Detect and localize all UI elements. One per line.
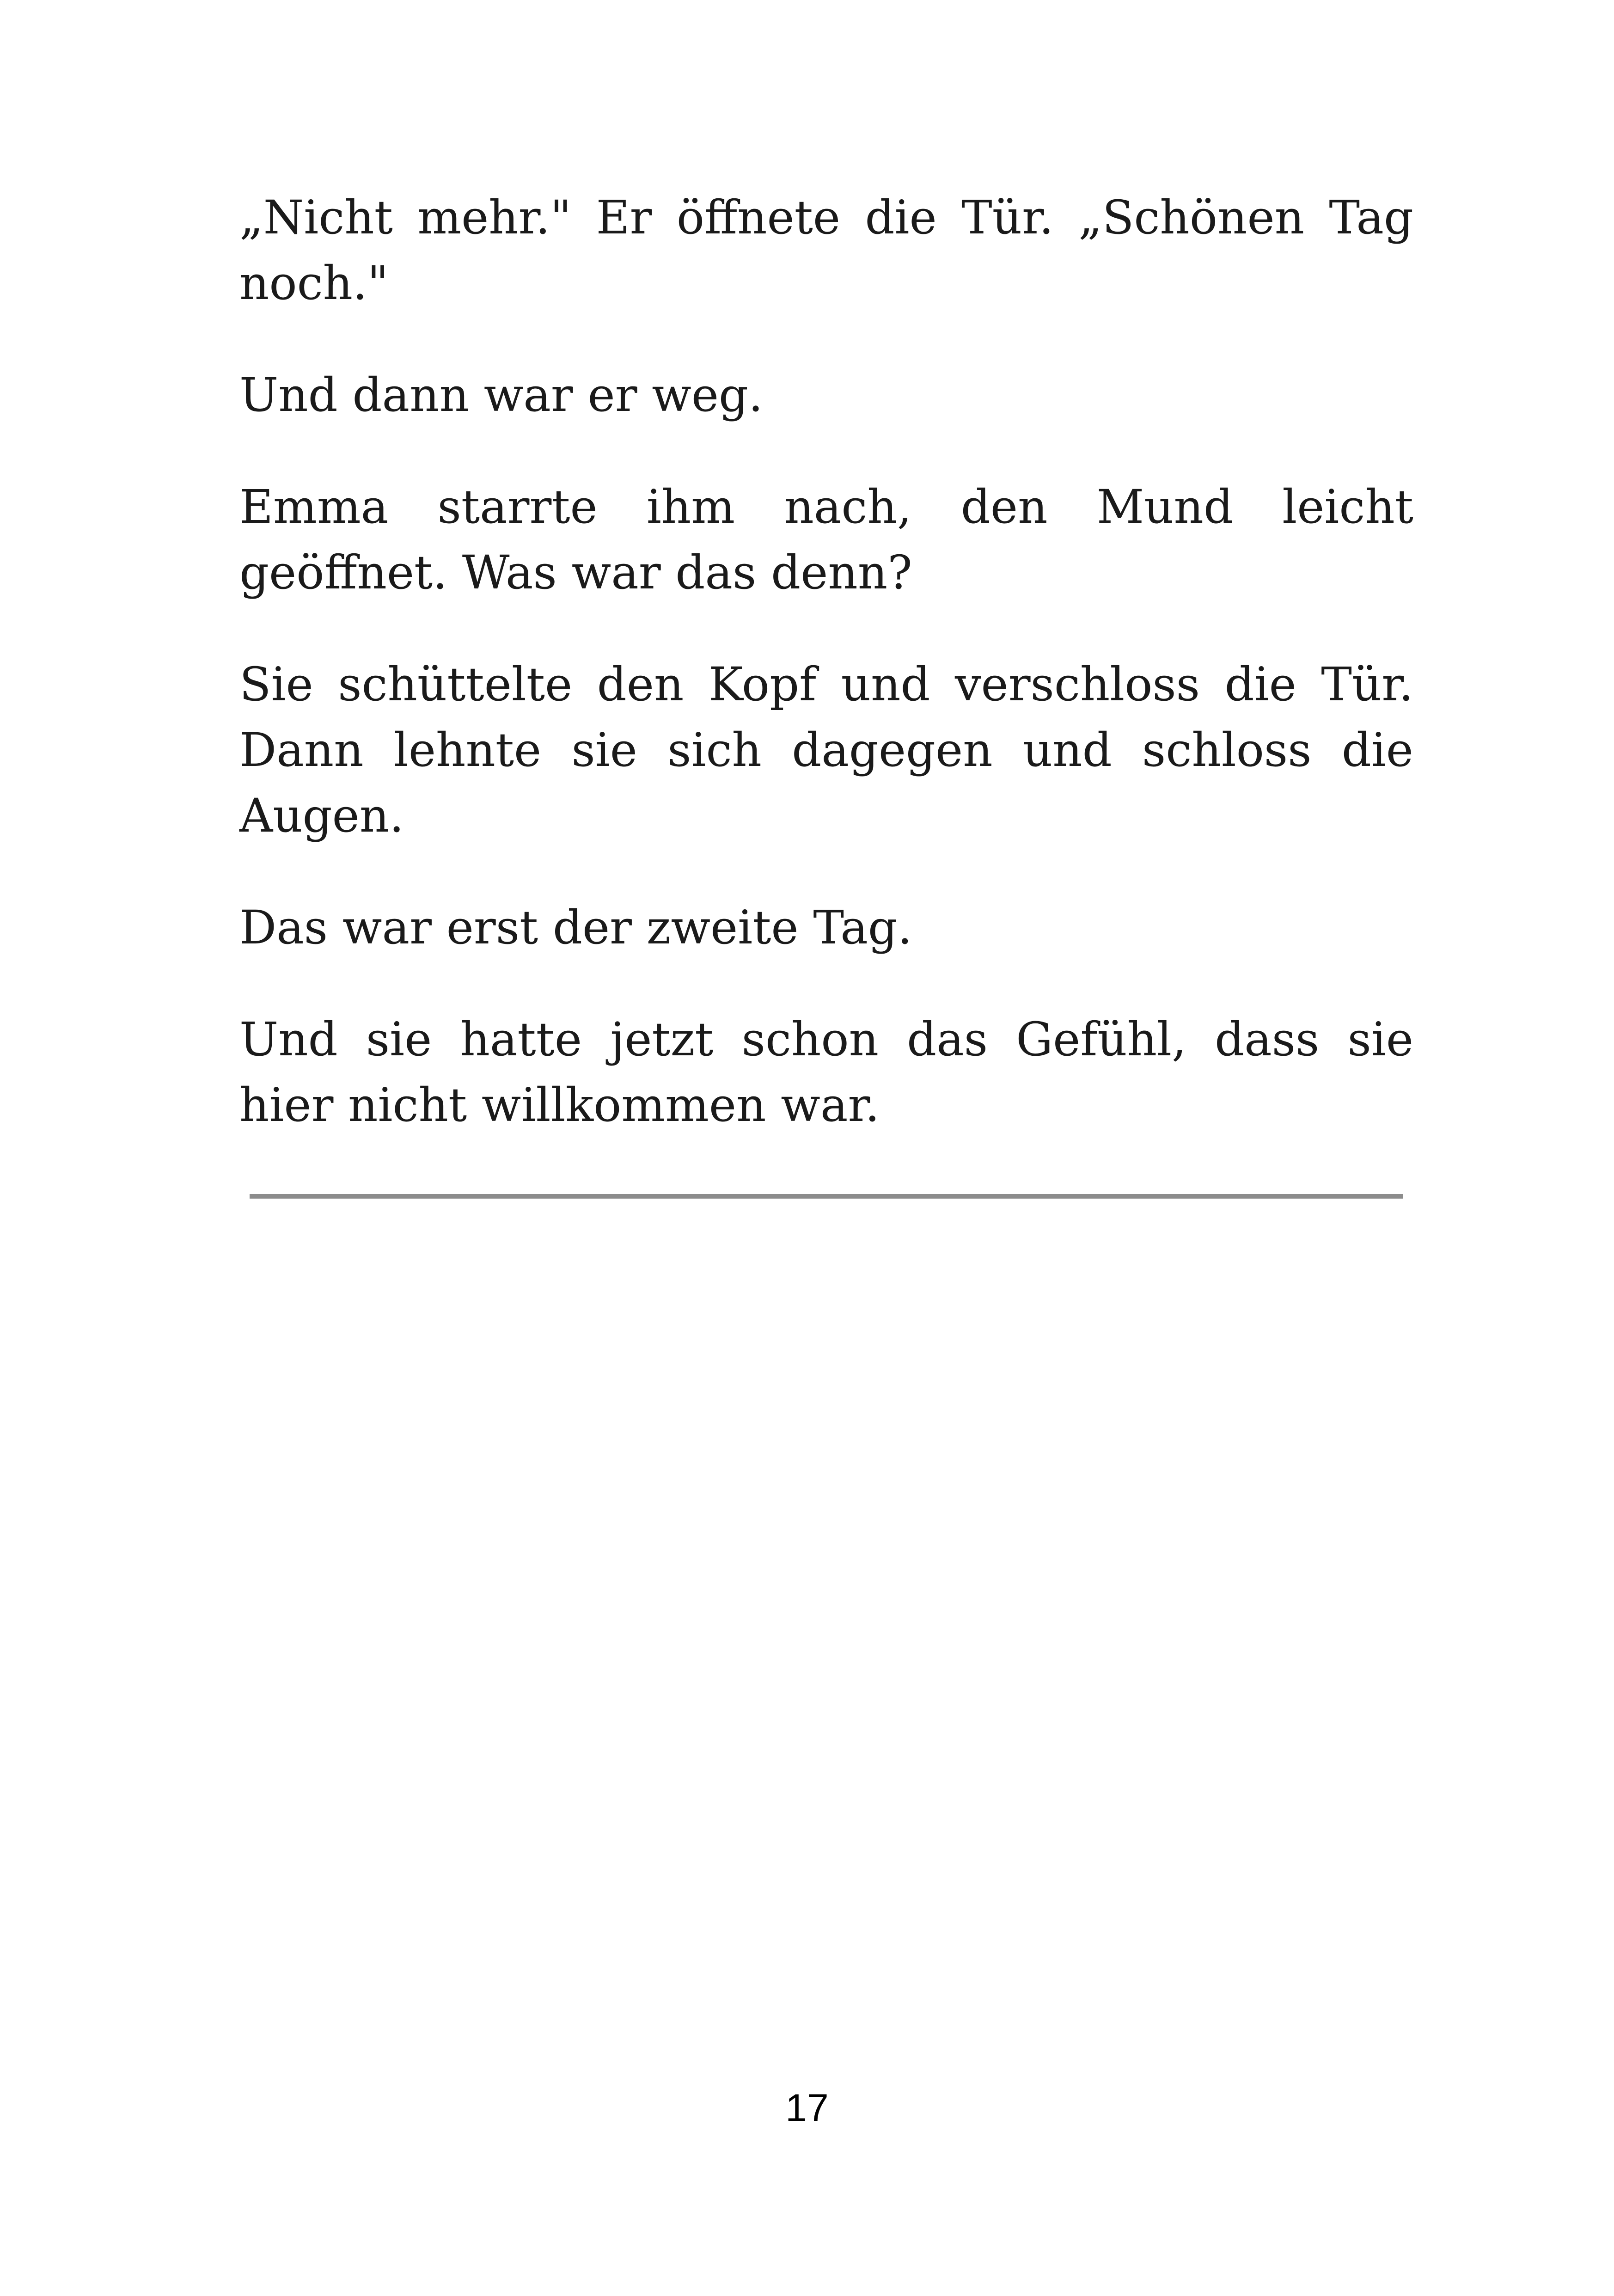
paragraph-5: Das war erst der zweite Tag. xyxy=(239,900,912,955)
section-divider xyxy=(250,1194,1403,1199)
paragraph-4: Sie schüttelte den Kopf und verschloss die Tür. Dann lehnte sie sich dagegen und schloss die Augen. xyxy=(239,657,1413,843)
paragraph-2: Und dann war er weg. xyxy=(239,368,763,422)
paragraph-3: Emma starrte ihm nach, den Mund leicht geöffnet. Was war das denn? xyxy=(239,480,1413,600)
paragraph-1: „Nicht mehr." Er öffnete die Tür. „Schönen Tag noch." xyxy=(239,190,1413,310)
page-number: 17 xyxy=(785,2086,829,2130)
paragraph-6: Und sie hatte jetzt schon das Gefühl, dass sie hier nicht willkommen war. xyxy=(239,1012,1413,1132)
body-text xyxy=(239,185,1413,1184)
